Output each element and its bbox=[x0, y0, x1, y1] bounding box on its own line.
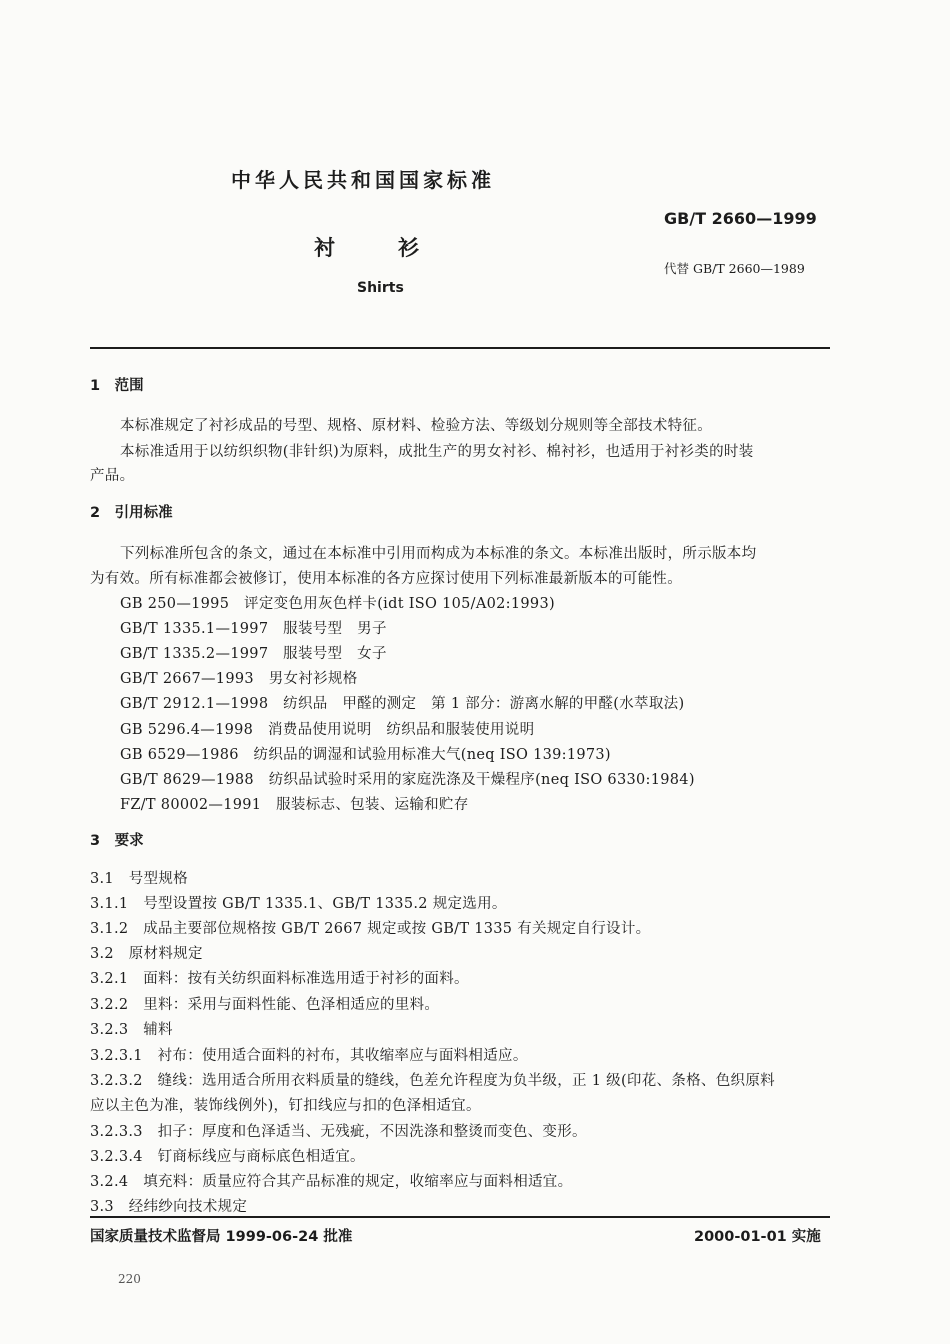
reference-item: GB/T 1335.1—1997 服装号型 男子 bbox=[120, 621, 387, 637]
reference-item: GB 250—1995 评定变色用灰色样卡(idt ISO 105/A02:1993) bbox=[120, 596, 555, 612]
footer-rule bbox=[90, 1216, 830, 1218]
document-title: 衬 衫 bbox=[314, 236, 419, 260]
reference-item: FZ/T 80002—1991 服装标志、包装、运输和贮存 bbox=[120, 797, 469, 813]
reference-item: GB/T 8629—1988 纺织品试验时采用的家庭洗涤及干燥程序(neq ISO 6330:1984) bbox=[120, 772, 695, 788]
section-3-heading: 3 要求 bbox=[90, 833, 144, 849]
clause-item: 3.1 号型规格 bbox=[90, 871, 188, 887]
clause-item: 3.2.3.3 扣子：厚度和色泽适当、无残疵，不因洗涤和整烫而变色、变形。 bbox=[90, 1124, 587, 1140]
reference-item: GB 6529—1986 纺织品的调湿和试验用标准大气(neq ISO 139:1973) bbox=[120, 747, 611, 763]
reference-item: GB/T 2667—1993 男女衬衫规格 bbox=[120, 671, 358, 687]
section-1-paragraph: 本标准适用于以纺织织物(非针织)为原料，成批生产的男女衬衫、棉衬衫，也适用于衬衫类的时装 bbox=[120, 444, 754, 460]
clause-item: 3.2.3.2 缝线：选用适合所用衣料质量的缝线，色差允许程度为负半级，正 1 级(印花、条格、色织原料 bbox=[90, 1073, 775, 1089]
clause-item: 3.1.1 号型设置按 GB/T 1335.1、GB/T 1335.2 规定选用。 bbox=[90, 896, 507, 912]
section-1-heading: 1 范围 bbox=[90, 378, 144, 394]
national-standard-title: 中华人民共和国国家标准 bbox=[231, 168, 495, 192]
clause-item: 应以主色为准，装饰线例外)，钉扣线应与扣的色泽相适宜。 bbox=[90, 1098, 481, 1114]
section-1-paragraph: 产品。 bbox=[90, 468, 135, 484]
section-2-paragraph: 为有效。所有标准都会被修订，使用本标准的各方应探讨使用下列标准最新版本的可能性。 bbox=[90, 571, 682, 587]
reference-item: GB 5296.4—1998 消费品使用说明 纺织品和服装使用说明 bbox=[120, 722, 535, 738]
clause-item: 3.2.4 填充料：质量应符合其产品标准的规定，收缩率应与面料相适宜。 bbox=[90, 1174, 573, 1190]
document-title-english: Shirts bbox=[357, 280, 404, 296]
reference-item: GB/T 2912.1—1998 纺织品 甲醛的测定 第 1 部分：游离水解的甲醛(水萃取法) bbox=[120, 696, 685, 712]
section-1-paragraph: 本标准规定了衬衫成品的号型、规格、原材料、检验方法、等级划分规则等全部技术特征。 bbox=[120, 418, 712, 434]
clause-item: 3.2.2 里料：采用与面料性能、色泽相适应的里料。 bbox=[90, 997, 440, 1013]
replaces-note: 代替 GB/T 2660—1989 bbox=[664, 261, 805, 276]
section-2-paragraph: 下列标准所包含的条文，通过在本标准中引用而构成为本标准的条文。本标准出版时，所示版本均 bbox=[120, 546, 757, 562]
reference-item: GB/T 1335.2—1997 服装号型 女子 bbox=[120, 646, 387, 662]
clause-item: 3.2 原材料规定 bbox=[90, 946, 203, 962]
clause-item: 3.3 经纬纱向技术规定 bbox=[90, 1199, 248, 1215]
approval-note: 国家质量技术监督局 1999-06-24 批准 bbox=[90, 1229, 353, 1245]
section-2-heading: 2 引用标准 bbox=[90, 505, 173, 521]
clause-item: 3.2.3 辅料 bbox=[90, 1022, 173, 1038]
implementation-date: 2000-01-01 实施 bbox=[694, 1229, 821, 1245]
page-number: 220 bbox=[118, 1272, 141, 1286]
standard-code: GB/T 2660—1999 bbox=[664, 209, 817, 228]
header-rule bbox=[90, 347, 830, 349]
clause-item: 3.1.2 成品主要部位规格按 GB/T 2667 规定或按 GB/T 1335 有关规定自行设计。 bbox=[90, 921, 651, 937]
clause-item: 3.2.3.4 钉商标线应与商标底色相适宜。 bbox=[90, 1149, 365, 1165]
clause-item: 3.2.3.1 衬布：使用适合面料的衬布，其收缩率应与面料相适应。 bbox=[90, 1048, 528, 1064]
clause-item: 3.2.1 面料：按有关纺织面料标准选用适于衬衫的面料。 bbox=[90, 971, 469, 987]
